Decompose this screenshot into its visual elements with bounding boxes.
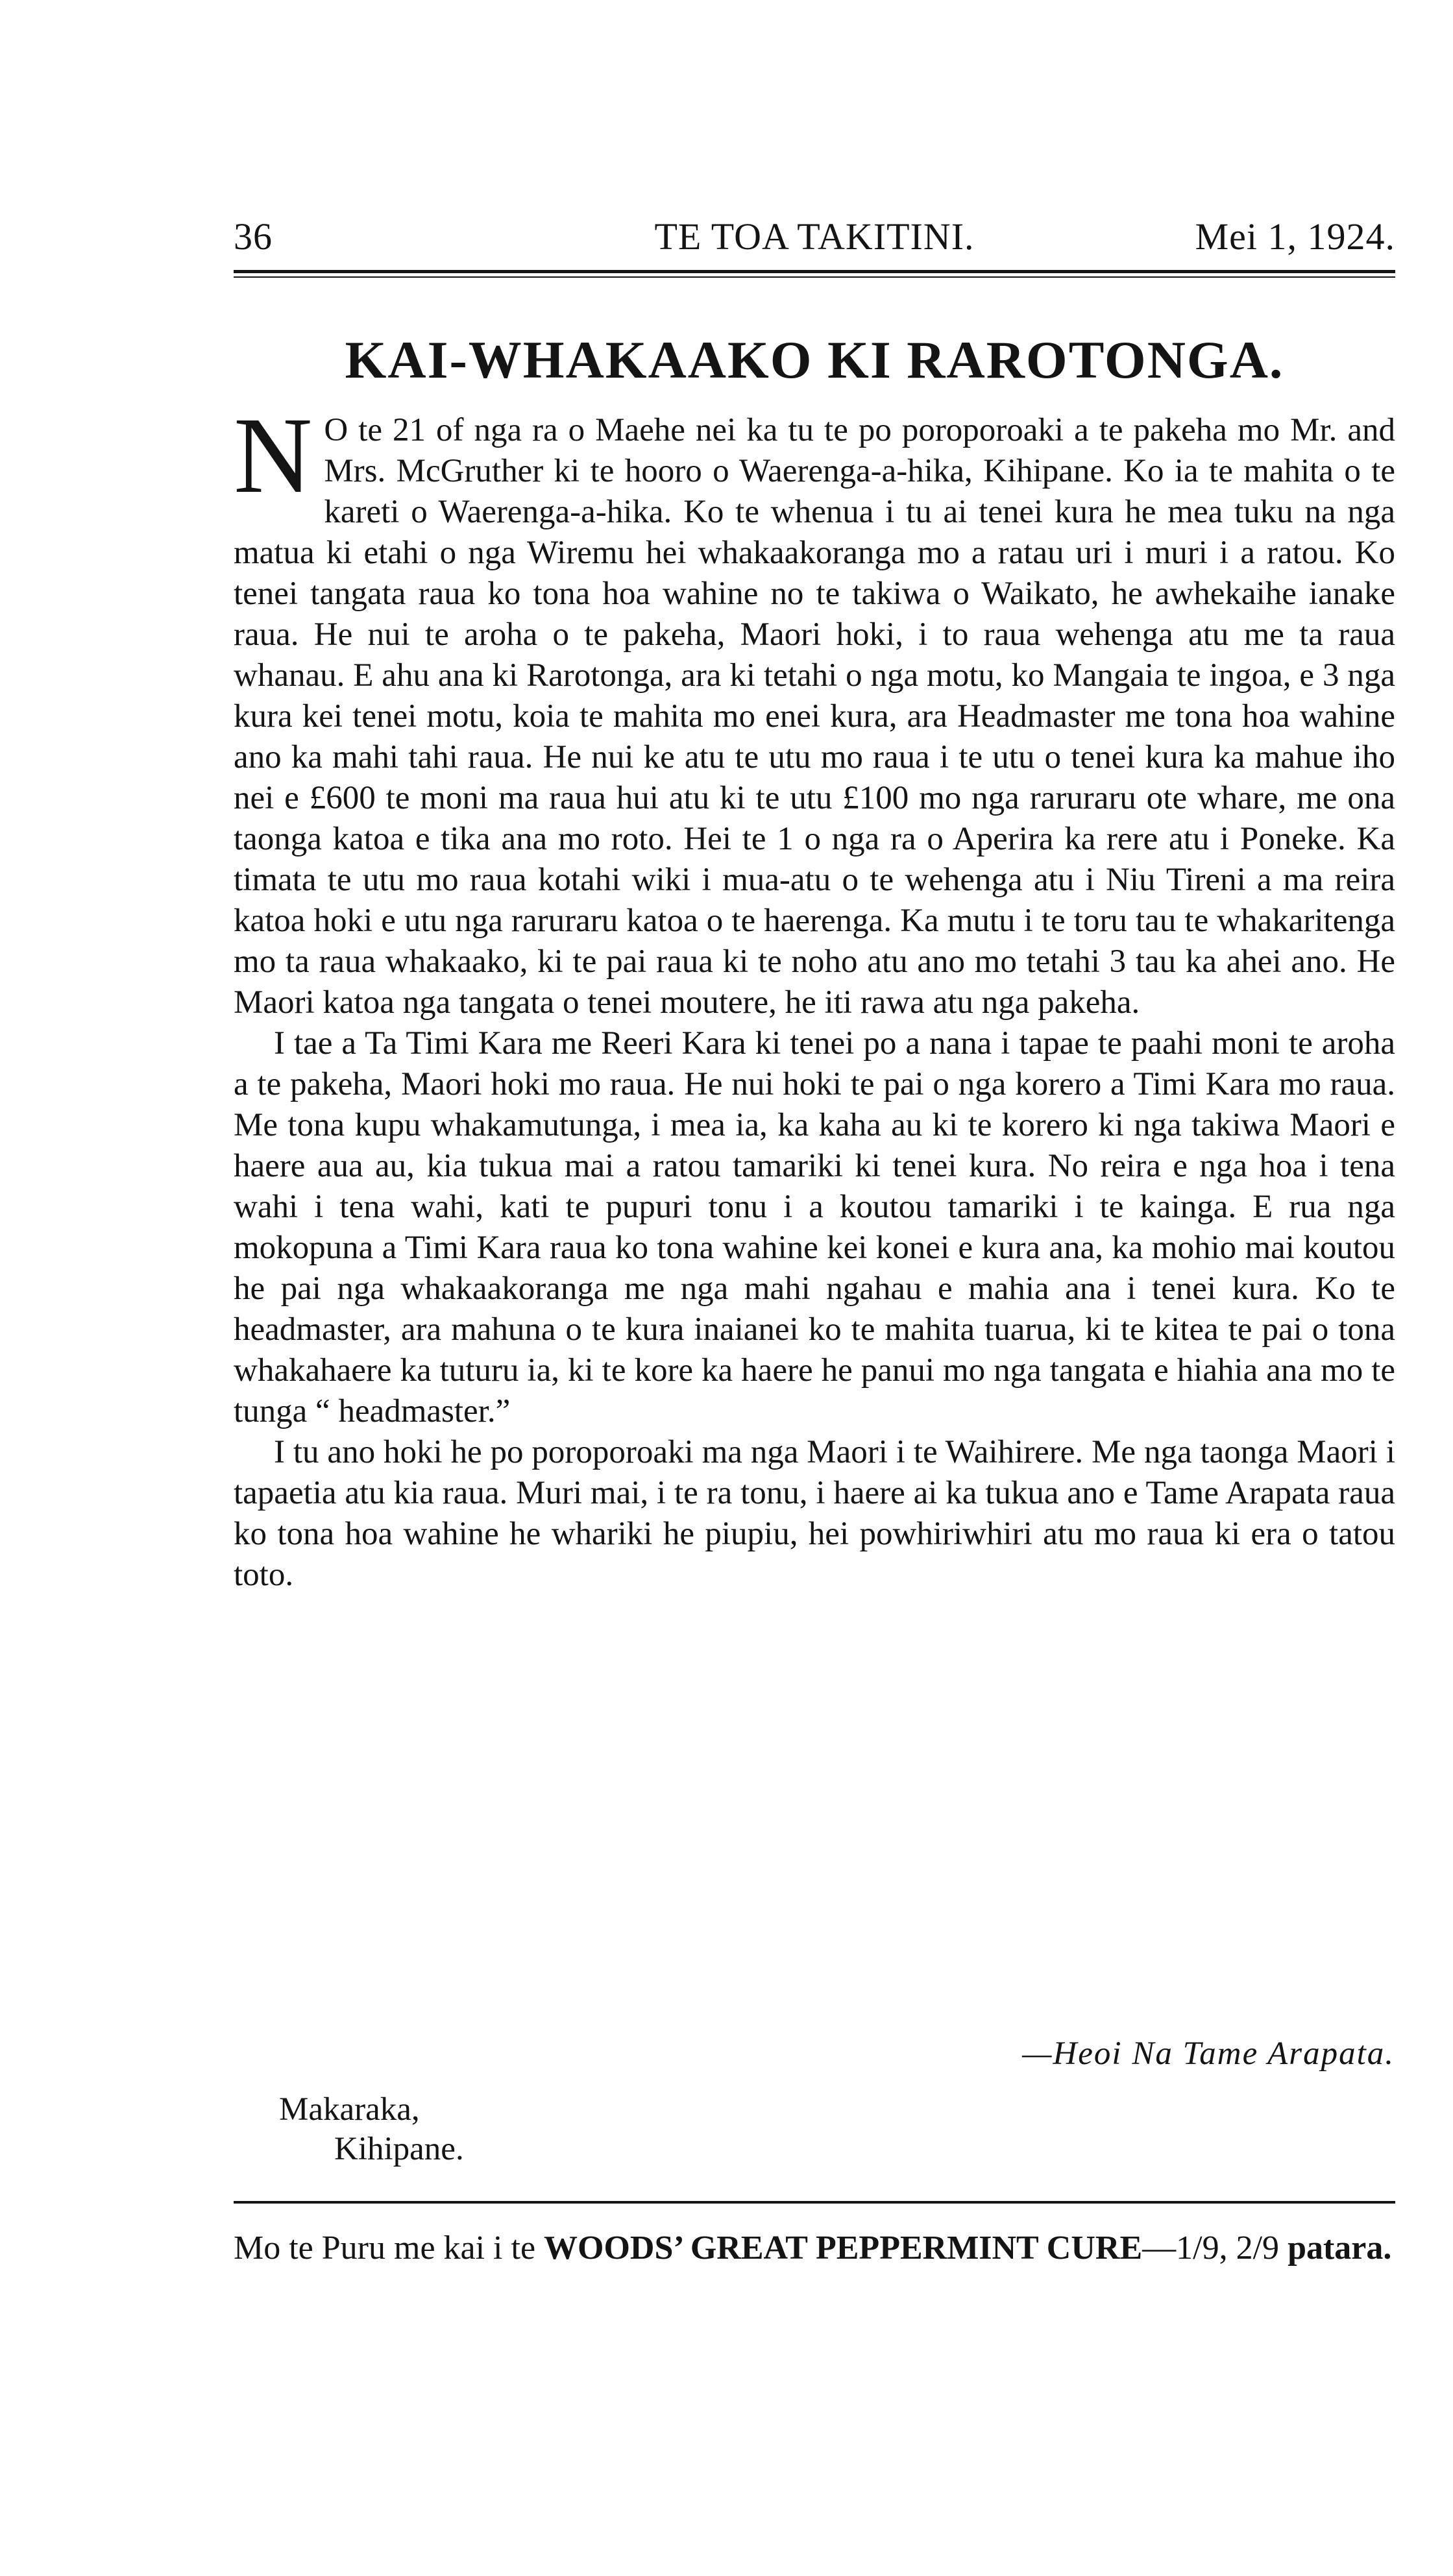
paragraph-3: I tu ano hoki he po poroporoaki ma nga Maori i te Waihirere. Me nga taonga Maori i tapaetia atu kia raua. Muri mai, i te ra tonu, i haere ai ka tukua ano e Tame Arapata raua ko tona hoa wahine he whariki he piupiu, hei powhiriwhiri atu mo raua ki era o tatou toto.: [234, 1434, 1395, 1593]
ad-dash: —: [1142, 2230, 1177, 2266]
article-signature: —Heoi Na Tame Arapata.: [1022, 2035, 1395, 2072]
section-divider: [234, 2201, 1395, 2204]
drop-cap: N: [234, 395, 313, 516]
header-rule-thin: [234, 276, 1395, 278]
paragraph-2: I tae a Ta Timi Kara me Reeri Kara ki tenei po a nana i tapae te paahi moni te aroha a te pakeha, Maori hoki mo raua. He nui hoki te pai o nga korero a Timi Kara mo raua. Me tona kupu whakamutunga, i mea ia, ka kaha au ki te korero ki nga takiwa Maori e haere aua au, kia tukua mai a ratou tamariki ki tenei kura. No reira e nga hoa i tena wahi i tena wahi, kati te pupuri tonu i a koutou tamariki i te kainga. E rua nga mokopuna a Timi Kara raua ko tona wahine kei konei e kura ana, ka mohio mai koutou he pai nga whakaakoranga me nga mahi ngahau e mahia ana i tenei kura. Ko te headmaster, ara mahuna o te kura inaianei ko te mahita tuarua, ki te kitea te pai o tona whakahaere ka tuturu ia, ki te kore ka haere he panui mo nga tangata e hiahia ana mo te tunga “ headmaster.”: [234, 1025, 1395, 1429]
ad-product-name: WOODS’ GREAT PEPPERMINT CURE: [544, 2230, 1143, 2266]
article-title: KAI-WHAKAAKO KI RAROTONGA.: [345, 330, 1284, 389]
ad-text-start: Mo te Puru me kai i te: [234, 2230, 544, 2266]
issue-date: Mei 1, 1924.: [1195, 215, 1395, 258]
page-header: [234, 213, 1395, 258]
page-number: 36: [234, 215, 273, 258]
advertisement: [234, 2227, 1395, 2270]
ad-suffix: patara.: [1288, 2230, 1392, 2266]
header-rule-thick: [234, 270, 1395, 273]
first-words: O: [324, 412, 348, 448]
paragraph-1-text: te 21 of nga ra o Maehe nei ka tu te po poroporoaki a te pakeha mo Mr. and Mrs. McGruther ki te hooro o Waerenga-a-hika, Kihipane. Ko ia te mahita o te kareti o Waerenga-a-hika. Ko te whenua i tu ai tenei kura he mea tuku na nga matua ki etahi o nga Wiremu hei whakaakoranga mo a ratau uri i muri i a ratou. Ko tenei tangata raua ko tona hoa wahine no te takiwa o Waikato, he awhekaihe ianake raua. He nui te aroha o te pakeha, Maori hoki, i to raua wehenga atu me ta raua whanau. E ahu ana ki Rarotonga, ara ki tetahi o nga motu, ko Mangaia te ingoa, e 3 nga kura kei tenei motu, koia te mahita mo enei kura, ara Headmaster me tona hoa wahine ano ka mahi tahi raua. He nui ke atu te utu mo raua i te utu o tenei kura ka mahue iho nei e £600 te moni ma raua hui atu ki te utu £100 mo nga raruraru ote whare, me ona taonga katoa e tika ana mo roto. Hei te 1 o nga ra o Aperira ka rere atu i Poneke. Ka timata te utu mo raua kotahi wiki i mua-atu o te wehenga atu i Niu Tireni a ma reira katoa hoki e utu nga raruraru katoa o te haerenga. Ka mutu i te toru tau te whakaritenga mo ta raua whakaako, ki te pai raua ki te noho atu ano mo tetahi 3 tau ka ahei ano. He Maori katoa nga tangata o tenei moutere, he iti rawa atu nga pakeha.: [234, 412, 1395, 1021]
ad-prices: 1/9, 2/9: [1176, 2230, 1288, 2266]
place-line-2: Kihipane.: [334, 2131, 464, 2167]
article-body: [234, 395, 1395, 1596]
place-line-1: Makaraka,: [279, 2091, 420, 2128]
paragraph-1: [234, 395, 1395, 1023]
publication-title: TE TOA TAKITINI.: [654, 215, 975, 258]
